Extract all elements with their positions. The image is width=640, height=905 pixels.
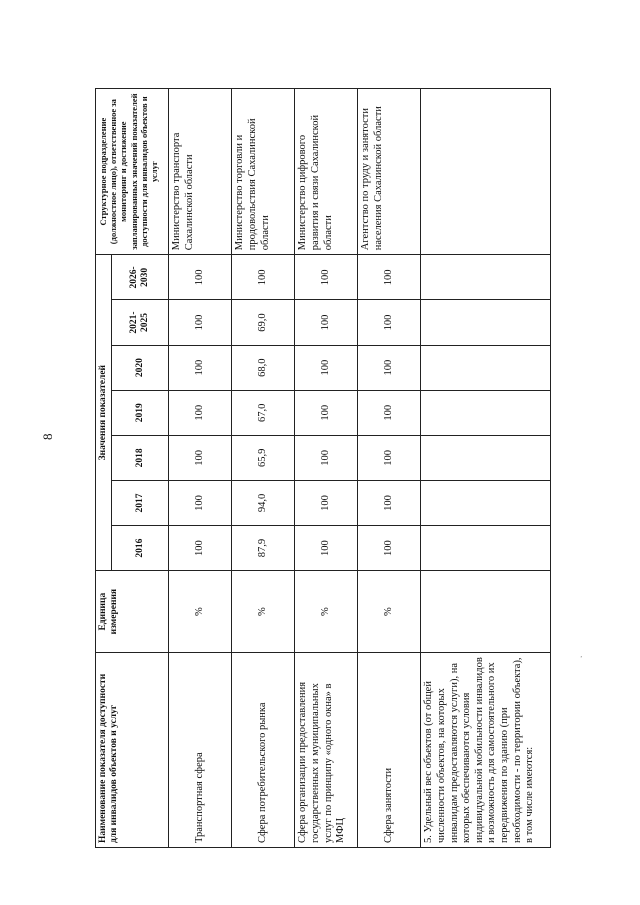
header-year: 2016 <box>112 526 169 571</box>
row-value: 100 <box>169 345 232 390</box>
header-year: 2017 <box>112 480 169 525</box>
row-value: 100 <box>169 390 232 435</box>
row-value: 100 <box>295 480 358 525</box>
rotated-table-container <box>95 88 545 848</box>
header-year: 2018 <box>112 435 169 480</box>
row-value <box>421 480 551 525</box>
row-value: 100 <box>295 390 358 435</box>
row-value: 100 <box>295 526 358 571</box>
row-responsible: Министерство транспорта Сахалинской области <box>169 89 232 255</box>
row-responsible: Министерство цифрового развития и связи Сахалинской области <box>295 89 358 255</box>
row-value: 100 <box>358 255 421 300</box>
header-responsible: Структурное подразделение (должностное лицо), ответственное за мониторинг и достижение запланированных значений показателей доступности для инвалидов объектов и услуг <box>96 89 169 255</box>
row-value: 100 <box>295 435 358 480</box>
row-value: 100 <box>358 435 421 480</box>
row-name: 5. Удельный вес объектов (от общей численности объектов, на которых инвалидам предоставляются услуги), на которых обеспечиваются условия индивидуальной мобильности инвалидов и возможность для самостоятельного их передвижения по зданию (при необходимости - по территории объекта), в том числе имеются: <box>421 653 551 848</box>
row-name: Сфера потребительского рынка <box>232 653 295 848</box>
row-value: 94,0 <box>232 480 295 525</box>
row-value: 68,0 <box>232 345 295 390</box>
row-name: Сфера организации предоставления государственных и муниципальных услуг по принципу «одного окна» в МФЦ <box>295 653 358 848</box>
row-value: 100 <box>169 480 232 525</box>
row-value: 69,0 <box>232 300 295 345</box>
row-value <box>421 255 551 300</box>
row-name: Сфера занятости <box>358 653 421 848</box>
row-value <box>421 300 551 345</box>
row-unit: % <box>358 571 421 653</box>
row-value: 100 <box>295 345 358 390</box>
row-responsible: Министерство торговли и продовольствия Сахалинской области <box>232 89 295 255</box>
row-value: 100 <box>169 435 232 480</box>
row-name: Транспортная сфера <box>169 653 232 848</box>
header-values: Значения показателей <box>96 255 112 571</box>
row-value: 100 <box>232 255 295 300</box>
table-row <box>232 89 295 848</box>
row-value: 100 <box>295 255 358 300</box>
row-value: 100 <box>358 480 421 525</box>
row-value: 67,0 <box>232 390 295 435</box>
header-year: 2019 <box>112 390 169 435</box>
table-row <box>295 89 358 848</box>
scan-mark: ’ <box>580 655 583 663</box>
header-indicator-name: Наименование показателя доступности для инвалидов объектов и услуг <box>96 653 169 848</box>
row-value: 100 <box>295 300 358 345</box>
table-row <box>169 89 232 848</box>
row-value: 100 <box>358 300 421 345</box>
table-row <box>358 89 421 848</box>
row-value <box>421 345 551 390</box>
page-number: 8 <box>40 433 55 440</box>
row-value: 100 <box>358 526 421 571</box>
accessibility-indicators-table <box>95 88 551 848</box>
row-unit: % <box>169 571 232 653</box>
row-value: 100 <box>169 526 232 571</box>
row-responsible <box>421 89 551 255</box>
row-value: 87,9 <box>232 526 295 571</box>
row-value <box>421 390 551 435</box>
header-year: 2021-2025 <box>112 300 169 345</box>
row-unit: % <box>232 571 295 653</box>
row-unit: % <box>295 571 358 653</box>
row-value: 100 <box>169 255 232 300</box>
header-year: 2020 <box>112 345 169 390</box>
row-value <box>421 435 551 480</box>
row-value <box>421 526 551 571</box>
row-value: 100 <box>358 390 421 435</box>
header-unit: Единица измерения <box>96 571 169 653</box>
row-value: 65,9 <box>232 435 295 480</box>
row-value: 100 <box>358 345 421 390</box>
table-row <box>421 89 551 848</box>
header-year: 2026-2030 <box>112 255 169 300</box>
row-unit <box>421 571 551 653</box>
row-value: 100 <box>169 300 232 345</box>
row-responsible: Агентство по труду и занятости населения Сахалинской области <box>358 89 421 255</box>
